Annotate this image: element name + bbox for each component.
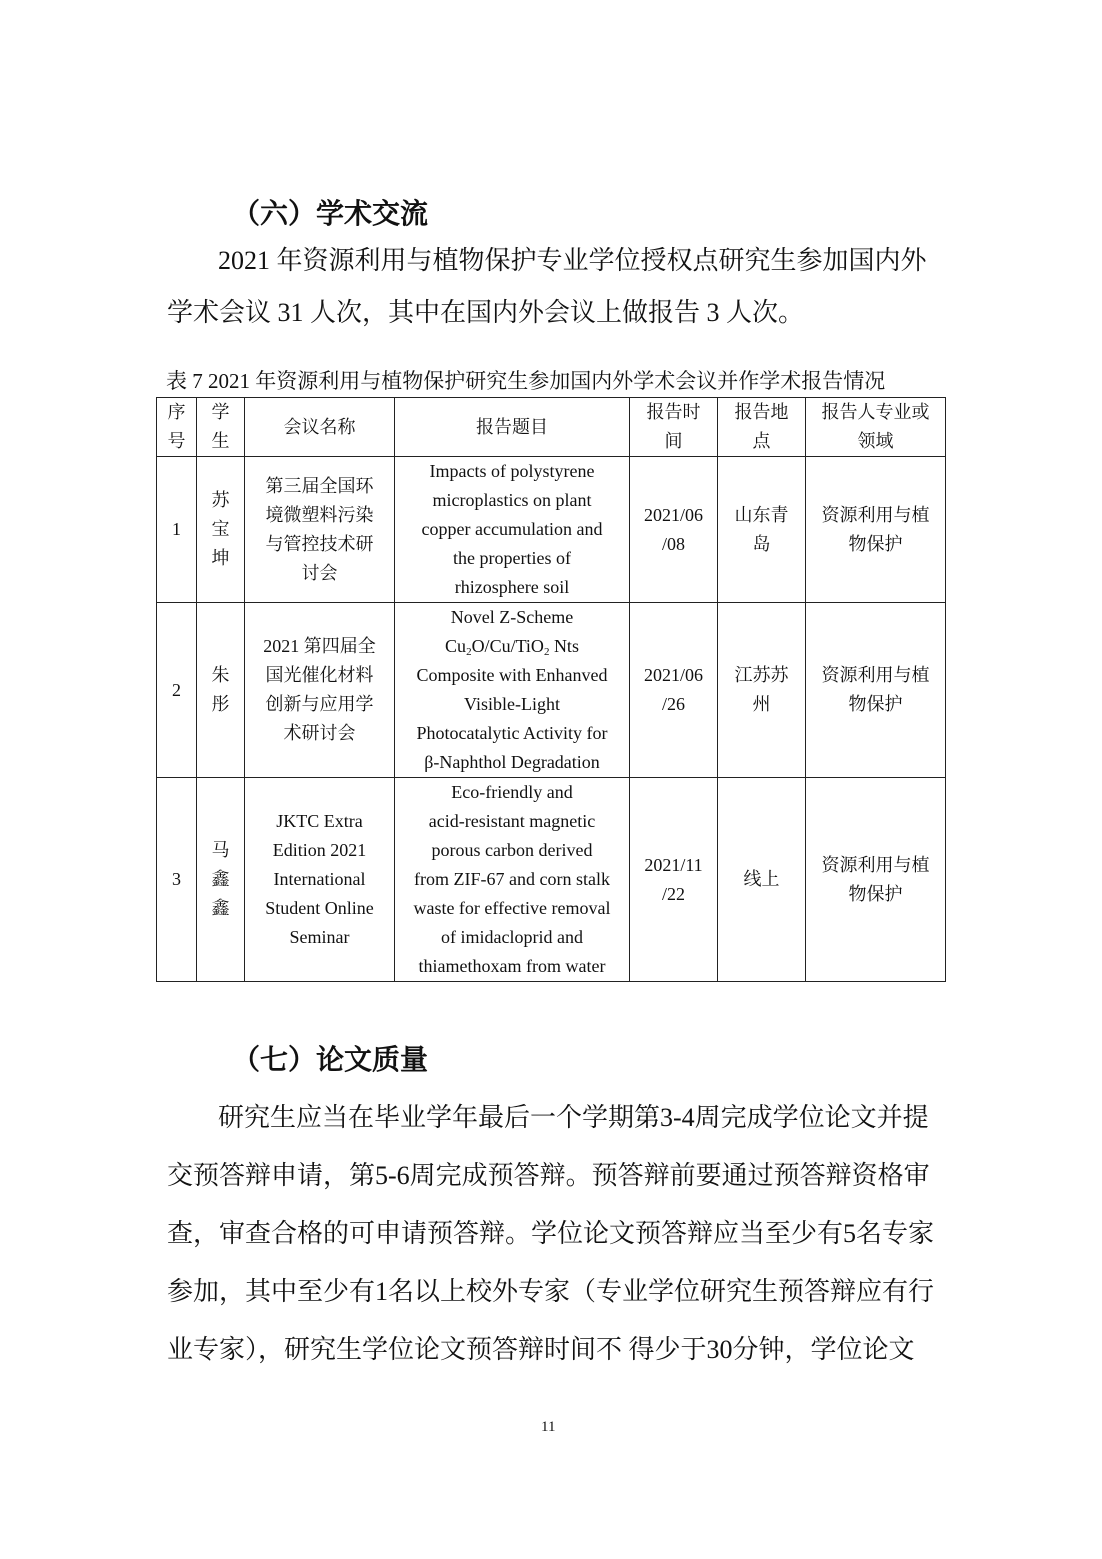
paragraph-line: 业专家），研究生学位论文预答辩时间不 得少于30分钟，学位论文 <box>167 1335 915 1364</box>
page-number: 11 <box>541 1419 556 1435</box>
cell-no: 3 <box>157 778 197 982</box>
cell-conference: JKTC Extra Edition 2021 International Student Online Seminar <box>245 778 395 982</box>
cell-conference: 第三届全国环 境微塑料污染 与管控技术研 讨会 <box>245 457 395 603</box>
cell-place: 线上 <box>718 778 806 982</box>
chemical-formula: $Cu_2O/Cu/TiO_2$ Nts <box>445 636 579 658</box>
section-heading-thesis-quality: （七）论文质量 <box>232 1043 429 1076</box>
conference-report-table <box>156 397 946 982</box>
table-row <box>157 778 946 982</box>
header-place: 报告地 点 <box>718 398 806 457</box>
cell-time: 2021/06 /26 <box>630 603 718 778</box>
cell-student: 苏 宝 坤 <box>197 457 245 603</box>
cell-field: 资源利用与植 物保护 <box>806 603 946 778</box>
paragraph-line: 2021 年资源利用与植物保护专业学位授权点研究生参加国内外 <box>218 246 927 275</box>
header-title: 报告题目 <box>395 398 630 457</box>
paragraph-line: 研究生应当在毕业学年最后一个学期第3-4周完成学位论文并提 <box>218 1103 929 1132</box>
cell-time: 2021/06 /08 <box>630 457 718 603</box>
cell-title: Novel Z-Scheme $Cu_2O/Cu/TiO_2$ Nts Composite with Enhanved Visible-Light Photocatalytic Activity for β-Naphthol Degradation <box>395 603 630 778</box>
cell-title: Impacts of polystyrene microplastics on plant copper accumulation and the properties of rhizosphere soil <box>395 457 630 603</box>
cell-time: 2021/11 /22 <box>630 778 718 982</box>
header-time: 报告时 间 <box>630 398 718 457</box>
section-heading-academic-exchange: （六）学术交流 <box>232 197 429 230</box>
paragraph-line: 交预答辩申请，第5-6周完成预答辩。预答辩前要通过预答辩资格审 <box>167 1161 930 1190</box>
header-conference: 会议名称 <box>245 398 395 457</box>
header-student: 学 生 <box>197 398 245 457</box>
table-row <box>157 457 946 603</box>
header-no: 序 号 <box>157 398 197 457</box>
header-field: 报告人专业或 领域 <box>806 398 946 457</box>
table-caption: 表 7 2021 年资源利用与植物保护研究生参加国内外学术会议并作学术报告情况 <box>166 369 886 393</box>
cell-conference: 2021 第四届全 国光催化材料 创新与应用学 术研讨会 <box>245 603 395 778</box>
cell-place: 山东青 岛 <box>718 457 806 603</box>
table-header-row <box>157 398 946 457</box>
cell-field: 资源利用与植 物保护 <box>806 457 946 603</box>
cell-no: 2 <box>157 603 197 778</box>
cell-student: 朱 彤 <box>197 603 245 778</box>
cell-student: 马 鑫 鑫 <box>197 778 245 982</box>
cell-title: Eco-friendly and acid-resistant magnetic porous carbon derived from ZIF-67 and corn stalk waste for effective removal of imidacloprid and thiamethoxam from water <box>395 778 630 982</box>
cell-field: 资源利用与植 物保护 <box>806 778 946 982</box>
cell-place: 江苏苏 州 <box>718 603 806 778</box>
paragraph-line: 学术会议 31 人次，其中在国内外会议上做报告 3 人次。 <box>167 298 805 327</box>
paragraph-line: 查，审查合格的可申请预答辩。学位论文预答辩应当至少有5名专家 <box>167 1219 935 1248</box>
table-row <box>157 603 946 778</box>
paragraph-line: 参加，其中至少有1名以上校外专家（专业学位研究生预答辩应有行 <box>167 1277 935 1306</box>
cell-no: 1 <box>157 457 197 603</box>
